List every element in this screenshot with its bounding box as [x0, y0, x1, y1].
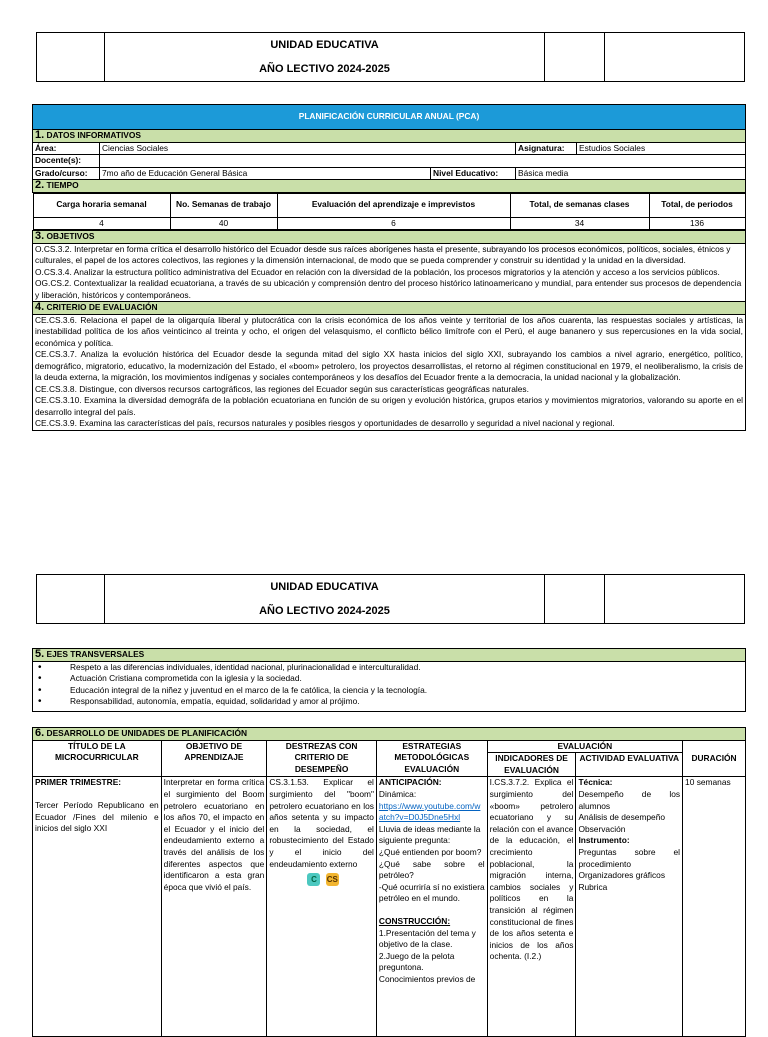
objetivo-text: OG.CS.2. Contextualizar la realidad ecuatoriana, a través de su ubicación y comprensión dentro del proceso histórico latinoamericano y mundial, para entender sus procesos de dependencia y liberación, históricos y contemporáneos. — [35, 278, 742, 300]
header-blank-cell — [545, 575, 605, 624]
actividad-cell — [576, 777, 683, 1037]
institution-name: UNIDAD EDUCATIVA — [270, 581, 379, 593]
nivel-label: Nivel Educativo: — [431, 167, 516, 180]
anticipacion-label: ANTICIPACIÓN: — [378, 777, 442, 788]
time-value: 4 — [33, 217, 170, 230]
header-blank-cell — [545, 33, 605, 82]
observacion-text: Observación — [578, 823, 626, 834]
unidades-table — [32, 727, 746, 1037]
col-header-destrezas: DESTREZAS CON CRITERIO DE DESEMPEÑO — [267, 740, 377, 777]
titulo-text: Tercer Período Republicano en Ecuador /Fines del milenio e inicios del siglo XXI — [35, 799, 159, 834]
criterio-text: CE.CS.3.7. Analiza la evolución histórica del Ecuador desde la segunda mitad del siglo XX hasta inicios del siglo XXI, subrayando los cambios a nivel agrario, energético, político, demográfico, migratorio, educativo, la modernización del Estado, el «boom» petrolero, los proyectos desarrollistas, el retorno al régimen constitucional en 1979, el neoliberalismo, la crisis de la deuda externa, la migración, los movimientos indígenas y sociales contemporáneos y los desafíos del Ecuador frente a la democracia, la unidad nacional y la globalización. — [35, 349, 743, 382]
competency-badge-icon: C — [307, 873, 320, 886]
ejes-cell — [33, 661, 746, 711]
indicador-cell — [487, 777, 576, 1037]
section-6-header: 6. DESARROLLO DE UNIDADES DE PLANIFICACIÓN — [33, 728, 746, 741]
criterio-text: CE.CS.3.8. Distingue, con diversos recursos cartográficos, las regiones del Ecuador según sus características geográficas naturales. — [35, 383, 529, 394]
lluvia-text: Lluvia de ideas mediante la siguiente pregunta: — [378, 823, 481, 846]
time-header: Evaluación del aprendizaje e imprevistos — [277, 193, 510, 217]
section-3-header: 3. OBJETIVOS — [33, 231, 746, 244]
question-text: -Qué ocurriría sí no existiera petróleo en el mundo. — [378, 881, 485, 904]
video-link[interactable]: https://www.youtube.com/watch?v=D0J5Dne5Hxl — [378, 800, 481, 823]
col-header-evaluacion: EVALUACIÓN — [487, 740, 682, 753]
objetivos-cell — [33, 243, 746, 302]
docente-value — [100, 155, 746, 168]
trimestre-label: PRIMER TRIMESTRE: — [35, 777, 122, 788]
objetivo-text: O.CS.3.2. Interpretar en forma crítica el desarrollo histórico del Ecuador desde sus raíces aborígenes hasta el presente, subrayando los procesos económicos, políticos, sociales, étnicos y culturales, el papel de los actores colectivos, las regiones y la dimensión internacional, de modo que se pueda comprender y construir su identidad y la unidad en la diversidad. — [35, 243, 731, 265]
school-year: AÑO LECTIVO 2024-2025 — [259, 605, 390, 617]
construccion-step: Conocimientos previos de — [378, 973, 476, 984]
question-text: ¿Qué entienden por boom? — [378, 846, 482, 857]
asignatura-label: Asignatura: — [516, 142, 577, 155]
time-value: 6 — [277, 217, 510, 230]
duracion-text: 10 semanas — [685, 777, 731, 788]
destreza-cell — [267, 777, 377, 1037]
section-5-header: 5. EJES TRANSVERSALES — [33, 649, 746, 662]
tecnica-text: Desempeño de los alumnos — [578, 788, 681, 811]
criterio-text: CE.CS.3.9. Examina las características del país, recursos naturales y posibles riesgos y oportunidades de desarrollo y seguridad a nivel nacional y regional. — [35, 418, 615, 428]
duracion-cell — [683, 777, 746, 1037]
header-blank-cell — [605, 575, 745, 624]
dinamica-label: Dinámica: — [378, 788, 417, 799]
time-value: 34 — [510, 217, 649, 230]
list-item: • Responsabilidad, autonomía, empatía, equidad, solidaridad y amor al prójimo. — [35, 696, 743, 708]
time-header: Total, de periodos — [649, 193, 745, 217]
pca-table — [32, 104, 746, 431]
time-table — [33, 193, 746, 231]
objetivo-cell — [161, 777, 267, 1037]
grado-label: Grado/curso: — [33, 167, 100, 180]
col-header-objetivo: OBJETIVO DE APRENDIZAJE — [161, 740, 267, 777]
construccion-step: 1.Presentación del tema y objetivo de la clase. — [378, 927, 476, 950]
instrumento-label: Instrumento: — [578, 835, 630, 846]
criterio-text: CE.CS.3.10. Examina la diversidad demográfa de la población ecuatoriana en función de su origen y evolución histórica, grupos etarios y movimientos migratorios, valorando su aporte en el desarrollo integral del país. — [35, 395, 743, 417]
rubrica-text: Rubrica — [578, 881, 608, 892]
section-4-header: 4. CRITERIO DE EVALUACIÓN — [33, 302, 746, 315]
objetivo-text: Interpretar en forma crítica el surgimiento del Boom petrolero ecuatoriano en los años 70, el impacto en el Ecuador y el inicio del endeudamiento externo a través del análisis de los diferentes aspectos que identificaron a esta gran época que vivió el país. — [163, 777, 265, 892]
header-title-cell — [105, 575, 545, 624]
tecnica-label: Técnica: — [578, 777, 613, 788]
header-title-cell — [105, 33, 545, 82]
header-blank-cell — [605, 33, 745, 82]
time-header: Total, de semanas clases — [510, 193, 649, 217]
logo-cell — [37, 575, 105, 624]
destreza-text: CS.3.1.53. Explicar el surgimiento del "boom" petrolero ecuatoriano en los años setenta y su impacto en la sociedad, el robustecimiento del Estado y el inicio del endeudamiento externo — [269, 777, 374, 869]
header-table-2 — [36, 574, 745, 624]
time-value: 40 — [170, 217, 277, 230]
question-text: ¿Qué sabe sobre el petróleo? — [378, 858, 485, 881]
pca-title: PLANIFICACIÓN CURRICULAR ANUAL (PCA) — [33, 105, 746, 130]
competency-badge-icon: CS — [326, 875, 338, 885]
ejes-table — [32, 648, 746, 712]
criterio-text: CE.CS.3.6. Relaciona el papel de la oligarquía liberal y plutocrática con la crisis económica de los años veinte y territorial de los años cuarenta, las respuestas sociales y artísticas, la inestabilidad política de los años veinticinco al treinta y ocho, el origen del velasquismo, el conflicto bélico limítrofe con el Perú, el auge bananero y sus repercusiones en la vida social, económica y política. — [35, 314, 743, 348]
indicador-text: I.CS.3.7.2. Explica el surgimiento del «boom» petrolero ecuatoriano y su relación con el avance de la educación, el crecimiento poblacional, la migración interna, cambios sociales y políticos en la transición al régimen constitucional de fines de los años setenta e inicios de los años ochenta. (I.2.) — [489, 777, 574, 962]
col-header-estrategias: ESTRATEGIAS METODOLÓGICAS EVALUACIÓN — [376, 740, 487, 777]
school-year: AÑO LECTIVO 2024-2025 — [259, 63, 390, 75]
criterios-cell — [33, 314, 746, 430]
col-header-titulo: TÍTULO DE LA MICROCURRICULAR — [33, 740, 162, 777]
construccion-label: CONSTRUCCIÓN: — [378, 915, 451, 926]
area-label: Área: — [33, 142, 100, 155]
list-item: • Respeto a las diferencias individuales, identidad nacional, plurinacionalidad e interculturalidad. — [35, 662, 743, 674]
objetivo-text: O.CS.3.4. Analizar la estructura político administrativa del Ecuador en relación con la diversidad de la población, los procesos migratorios y la atención y acceso a los servicios públicos. — [35, 266, 720, 277]
construccion-step: 2.Juego de la pelota preguntona. — [378, 950, 455, 973]
area-value: Ciencias Sociales — [100, 142, 516, 155]
titulo-cell — [33, 777, 162, 1037]
docente-label: Docente(s): — [33, 155, 100, 168]
list-item: • Actuación Cristiana comprometida con la iglesia y la sociedad. — [35, 673, 743, 685]
list-item: • Educación integral de la niñez y juventud en el marco de la fe católica, la ciencia y la tecnología. — [35, 685, 743, 697]
col-header-indicadores: INDICADORES DE EVALUACIÓN — [487, 753, 576, 777]
time-header: Carga horaria semanal — [33, 193, 170, 217]
analisis-text: Análisis de desempeño — [578, 812, 666, 823]
header-table-1 — [36, 32, 745, 82]
organizadores-text: Organizadores gráficos — [578, 870, 666, 881]
col-header-duracion: DURACIÓN — [683, 740, 746, 777]
asignatura-value: Estudios Sociales — [577, 142, 746, 155]
section-2-header: 2. TIEMPO — [33, 180, 746, 193]
time-value: 136 — [649, 217, 745, 230]
instrumento-text: Preguntas sobre el procedimiento — [578, 846, 681, 869]
time-header: No. Semanas de trabajo — [170, 193, 277, 217]
estrategias-cell — [376, 777, 487, 1037]
col-header-actividad: ACTIVIDAD EVALUATIVA — [576, 753, 683, 777]
grado-value: 7mo año de Educación General Básica — [100, 167, 431, 180]
nivel-value: Básica media — [516, 167, 746, 180]
institution-name: UNIDAD EDUCATIVA — [270, 39, 379, 51]
section-1-header: 1. DATOS INFORMATIVOS — [33, 130, 746, 143]
logo-cell — [37, 33, 105, 82]
